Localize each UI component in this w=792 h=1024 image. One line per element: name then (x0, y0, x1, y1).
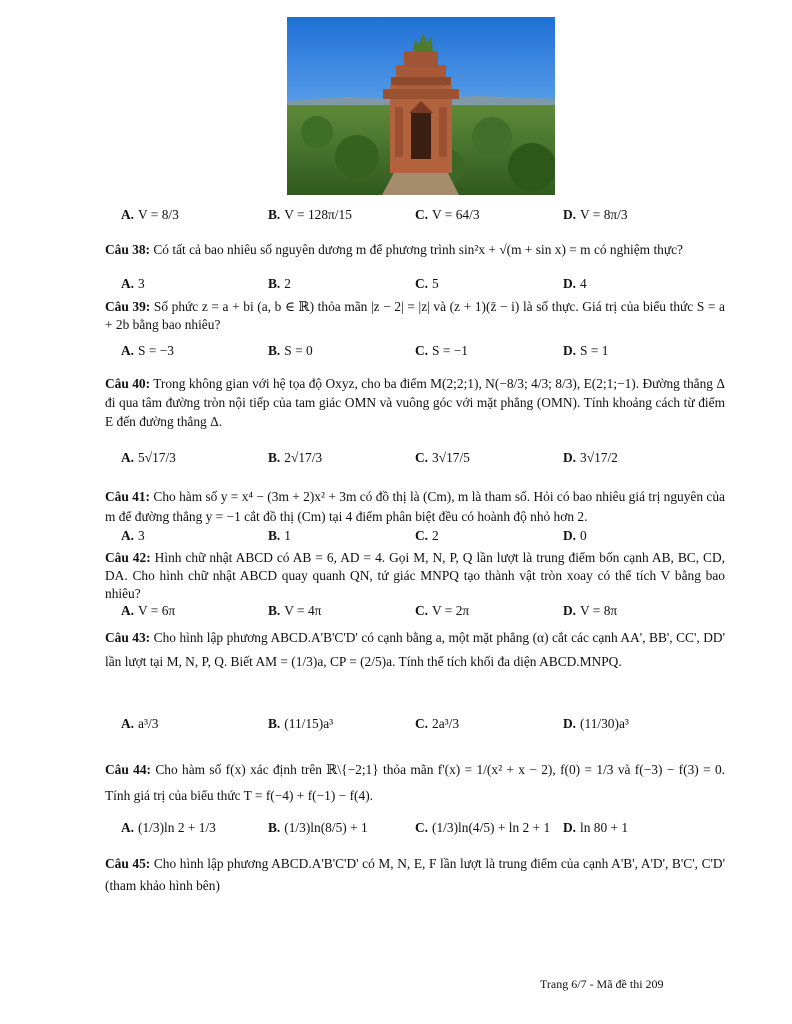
option-letter: B. (268, 276, 281, 291)
option-value: 2 (284, 276, 291, 291)
option-b[interactable] (268, 716, 333, 732)
option-c[interactable] (415, 450, 470, 466)
option-value: V = 2π (432, 603, 470, 618)
option-value: V = 6π (138, 603, 176, 618)
option-letter: A. (121, 716, 135, 731)
option-letter: D. (563, 450, 577, 465)
option-d[interactable] (563, 716, 629, 732)
option-b[interactable] (268, 820, 368, 836)
option-d[interactable] (563, 820, 628, 836)
options-q37 (121, 203, 721, 233)
question-text: Cho hình lập phương ABCD.A'B'C'D' có cạnh bằng a, một mặt phẳng (α) cắt các cạnh AA', BB', CC', DD' lần lượt tại M, N, P, Q. Biết AM = (1/3)a, CP = (2/5)a. Tính thể tích khối đa diện ABCD.MNPQ. (105, 630, 725, 669)
question-43 (105, 626, 725, 674)
option-value: V = 4π (284, 603, 322, 618)
option-b[interactable] (268, 343, 313, 359)
option-b[interactable] (268, 528, 291, 544)
question-text: Cho hình lập phương ABCD.A'B'C'D' có M, N, E, F lần lượt là trung điểm của cạnh A'B', A'D', B'C', C'D' (tham khảo hình bên) (105, 856, 725, 893)
question-label: Câu 44: (105, 762, 152, 777)
question-label: Câu 43: (105, 630, 151, 645)
option-letter: C. (415, 343, 429, 358)
question-text: Hình chữ nhật ABCD có AB = 6, AD = 4. Gọi M, N, P, Q lần lượt là trung điểm bốn cạnh AB, BC, CD, DA. Cho hình chữ nhật ABCD quay quanh QN, tứ giác MNPQ tạo thành vật tròn xoay có thể tích V bằng bao nhiêu? (105, 550, 725, 601)
question-38 (105, 241, 725, 259)
question-text: Cho hàm số f(x) xác định trên ℝ\{−2;1} thỏa mãn f'(x) = 1/(x² + x − 2), f(0) = 1/3 và f(−3) − f(3) = 0. Tính giá trị của biểu thức T = f(−4) + f(−1) − f(4). (105, 762, 725, 803)
option-value: 3√17/5 (432, 450, 470, 465)
option-letter: C. (415, 820, 429, 835)
option-value: 5 (432, 276, 439, 291)
option-d[interactable] (563, 343, 608, 359)
option-value: V = 8/3 (138, 207, 179, 222)
option-value: 5√17/3 (138, 450, 176, 465)
option-value: V = 8π/3 (580, 207, 628, 222)
option-b[interactable] (268, 450, 322, 466)
option-value: S = −1 (432, 343, 468, 358)
option-letter: B. (268, 207, 281, 222)
option-letter: A. (121, 276, 135, 291)
option-c[interactable] (415, 343, 468, 359)
option-letter: A. (121, 603, 135, 618)
option-letter: B. (268, 528, 281, 543)
option-letter: B. (268, 716, 281, 731)
option-value: 0 (580, 528, 587, 543)
option-c[interactable] (415, 820, 550, 836)
option-value: (11/15)a³ (284, 716, 334, 731)
option-a[interactable] (121, 603, 175, 619)
option-value: (1/3)ln 2 + 1/3 (138, 820, 216, 835)
option-value: ln 80 + 1 (580, 820, 629, 835)
option-d[interactable] (563, 528, 587, 544)
option-c[interactable] (415, 276, 439, 292)
option-letter: A. (121, 820, 135, 835)
option-a[interactable] (121, 528, 145, 544)
option-c[interactable] (415, 528, 439, 544)
option-letter: B. (268, 450, 281, 465)
option-letter: D. (563, 207, 577, 222)
option-letter: A. (121, 343, 135, 358)
options-q44 (121, 820, 721, 850)
option-value: 4 (580, 276, 587, 291)
option-letter: A. (121, 528, 135, 543)
options-q40 (121, 450, 721, 480)
question-40 (105, 374, 725, 431)
page-footer: Trang 6/7 - Mã đề thi 209 (540, 977, 664, 991)
option-c[interactable] (415, 716, 459, 732)
option-letter: C. (415, 716, 429, 731)
option-letter: D. (563, 716, 577, 731)
option-letter: D. (563, 343, 577, 358)
option-letter: D. (563, 820, 577, 835)
option-value: 2 (432, 528, 439, 543)
option-letter: D. (563, 276, 577, 291)
option-letter: A. (121, 207, 135, 222)
question-42 (105, 549, 725, 603)
question-text: Có tất cả bao nhiêu số nguyên dương m để phương trình sin²x + √(m + sin x) = m có nghiệm thực? (153, 242, 683, 257)
option-letter: C. (415, 207, 429, 222)
question-label: Câu 42: (105, 550, 151, 565)
options-q43 (121, 716, 721, 746)
option-letter: B. (268, 603, 281, 618)
question-45 (105, 853, 725, 897)
question-39 (105, 298, 725, 334)
option-value: 1 (284, 528, 291, 543)
option-a[interactable] (121, 716, 158, 732)
question-label: Câu 38: (105, 242, 151, 257)
option-d[interactable] (563, 450, 618, 466)
option-d[interactable] (563, 603, 617, 619)
option-value: 2a³/3 (432, 716, 460, 731)
option-d[interactable] (563, 276, 587, 292)
option-value: 2√17/3 (284, 450, 323, 465)
option-c[interactable] (415, 603, 469, 619)
option-value: S = 0 (284, 343, 313, 358)
option-value: 3√17/2 (580, 450, 618, 465)
option-d[interactable] (563, 207, 628, 223)
option-value: 3 (138, 528, 145, 543)
option-b[interactable] (268, 276, 291, 292)
question-label: Câu 41: (105, 489, 151, 504)
options-q39 (121, 343, 721, 373)
question-41 (105, 487, 725, 527)
option-b[interactable] (268, 207, 352, 223)
option-a[interactable] (121, 343, 174, 359)
option-b[interactable] (268, 603, 321, 619)
option-c[interactable] (415, 207, 480, 223)
option-a[interactable] (121, 820, 216, 836)
question-text: Cho hàm số y = x⁴ − (3m + 2)x² + 3m có đồ thị là (Cm), m là tham số. Hỏi có bao nhiêu giá trị nguyên của m để đường thẳng y = −1 cắt đồ thị (Cm) tại 4 điểm phân biệt đều có hoành độ nhỏ hơn 2. (105, 489, 726, 524)
question-44 (105, 757, 725, 809)
option-a[interactable] (121, 207, 179, 223)
option-value: V = 8π (580, 603, 618, 618)
option-letter: C. (415, 276, 429, 291)
option-letter: D. (563, 603, 577, 618)
option-a[interactable] (121, 276, 145, 292)
option-value: (1/3)ln(4/5) + ln 2 + 1 (432, 820, 551, 835)
option-letter: D. (563, 528, 577, 543)
option-value: V = 64/3 (432, 207, 480, 222)
option-value: S = 1 (580, 343, 609, 358)
question-label: Câu 45: (105, 856, 151, 871)
question-label: Câu 40: (105, 376, 151, 391)
option-letter: A. (121, 450, 135, 465)
option-value: S = −3 (138, 343, 174, 358)
option-letter: B. (268, 820, 281, 835)
option-value: (1/3)ln(8/5) + 1 (284, 820, 368, 835)
option-letter: B. (268, 343, 281, 358)
option-value: a³/3 (138, 716, 159, 731)
option-value: 3 (138, 276, 145, 291)
option-letter: C. (415, 603, 429, 618)
option-value: (11/30)a³ (580, 716, 629, 731)
option-a[interactable] (121, 450, 176, 466)
question-label: Câu 39: (105, 299, 151, 314)
question-text: Trong không gian với hệ tọa độ Oxyz, cho ba điểm M(2;2;1), N(−8/3; 4/3; 8/3), E(2;1;−1). Đường thẳng Δ đi qua tâm đường tròn nội tiếp của tam giác OMN và vuông góc với mặt phẳng (OMN). Tính khoảng cách từ điểm E đến đường thẳng Δ. (105, 376, 725, 429)
option-value: V = 128π/15 (284, 207, 352, 222)
option-letter: C. (415, 528, 429, 543)
question-text: Số phức z = a + bi (a, b ∈ ℝ) thỏa mãn |z − 2| = |z| và (z + 1)(z̄ − i) là số thực. Giá trị của biểu thức S = a + 2b bằng bao nhiêu? (105, 299, 725, 332)
option-letter: C. (415, 450, 429, 465)
temple-photo (287, 17, 555, 195)
